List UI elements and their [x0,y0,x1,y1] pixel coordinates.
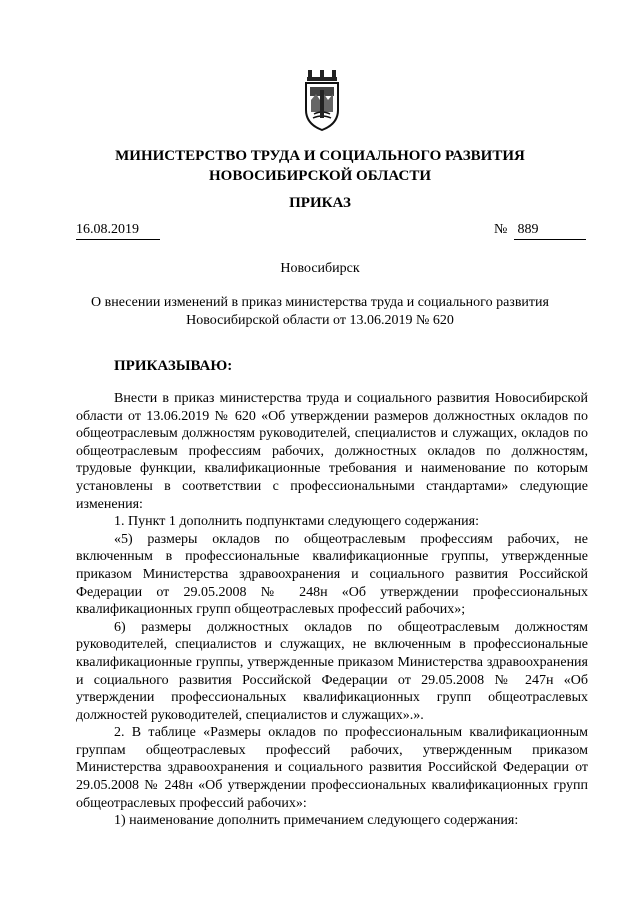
ministry-name [0,146,640,186]
date-number-row [0,221,640,241]
ministry-line-1: МИНИСТЕРСТВО ТРУДА И СОЦИАЛЬНОГО РАЗВИТИЯ [115,148,525,164]
paragraph-intro: Внести в приказ министерства труда и социального развития Новосибирской области от 13.06.2019 № 620 «Об утверждении размеров должностных окладов по общеотраслевым должностям руководителей, специалистов и служащих, окладов по общеотраслевым профессиям рабочих, должностных окладов по должностям, трудовые функции, квалификационные требования и наименование по которым установлены в соответствии с профессиональными стандартами» следующие изменения: [76,391,588,512]
paragraph-subitem-6: 6) размеры должностных окладов по общеотраслевым должностям руководителей, специалистов и служащих, не включенным в профессиональные квалификационные группы, утвержденные приказом Министерства здравоохранения и социального развития Российской Федерации от 29.05.2008 № 247н «Об утверждении профессиональных квалификационных групп общеотраслевых должностей руководителей, специалистов и служащих».». [76,619,588,723]
paragraph-subitem-1: 1) наименование дополнить примечанием следующего содержания: [114,813,519,829]
paragraph-item-2: 2. В таблице «Размеры окладов по профессиональным квалификационным группам общеотраслевых профессий рабочих, утвержденным приказом Министерства здравоохранения и социального развития Российской Федерации от 29.05.2008 № 248н «Об утверждении профессиональных квалификационных групп общеотраслевых профессий рабочих»: [76,725,588,811]
document-title: ПРИКАЗ [289,195,351,211]
subject-line-1: О внесении изменений в приказ министерства труда и социального развития [91,295,549,310]
subject-line-2: Новосибирской области от 13.06.2019 № 620 [186,313,454,328]
city-name: Новосибирск [280,261,360,276]
number-sign: № [494,222,508,237]
order-subject [0,294,640,330]
document-body [76,390,588,830]
coat-of-arms-emblem [302,70,342,134]
paragraph-subitem-5: «5) размеры окладов по общеотраслевым профессиям рабочих, не включенным в профессиональные квалификационные группы, утвержденные приказом Министерства здравоохранения и социального развития Российской Федерации от 29.05.2008 № 248н «Об утверждении профессиональных квалификационных групп общеотраслевых профессий рабочих»; [76,531,588,618]
order-number: 889 [514,221,586,240]
ministry-line-2: НОВОСИБИРСКОЙ ОБЛАСТИ [208,168,432,184]
order-directive: ПРИКАЗЫВАЮ: [114,358,233,374]
paragraph-item-1: 1. Пункт 1 дополнить подпунктами следующего содержания: [114,514,479,530]
order-date: 16.08.2019 [76,221,160,240]
